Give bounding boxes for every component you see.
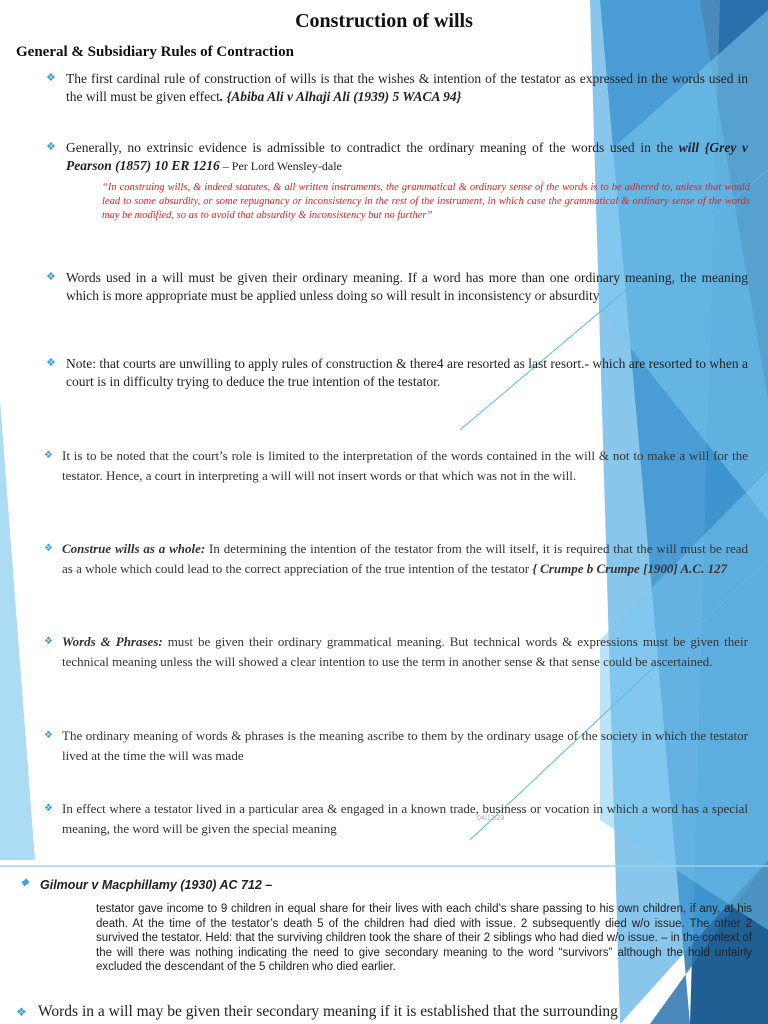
list-item: ❖ The ordinary meaning of words & phrases is the meaning ascribe to them by the ordinary usage of the society in which the testator lived at the time the will was made [44,728,748,763]
page-title: Construction of wills [295,10,473,32]
diamond-bullet-icon: ❖ [44,543,53,554]
diamond-bullet-icon: ❖ [44,730,53,741]
list-item: ❖ Words in a will may be given their secondary meaning if it is established that the surrounding [16,1003,618,1020]
diamond-bullet-icon: ❖ [46,357,56,369]
section-subtitle: General & Subsidiary Rules of Contraction [16,44,294,60]
list-item: ❖ It is to be noted that the court’s role is limited to the interpretation of the words contained in the will & not to make a will for the testator. Hence, a court in interpreting a will will not insert words or that which was not in the will. [44,448,748,483]
list-item: ❖ In effect where a testator lived in a particular area & engaged in a known trade, business or vocation in which a word has a special meaning, the word will be given the special meaning [44,801,748,836]
case-heading: ❖ Gilmour v Macphillamy (1930) AC 712 – [20,878,273,892]
list-item: ❖ Construe wills as a whole: In determining the intention of the testator from the will itself, it is required that the will must be read as a whole which could lead to the correct appreciation of the true intention of the testator { Crumpe b Crumpe [1900] A.C. 127 [44,541,748,576]
diamond-bullet-icon: ❖ [46,141,56,153]
list-item: ❖ Words used in a will must be given their ordinary meaning. If a word has more than one ordinary meaning, the meaning which is more appropriate must be applied unless doing so will result in inconsistency or absurdity [46,270,748,303]
diamond-bullet-icon: ❖ [44,450,53,461]
list-item: ❖ Note: that courts are unwilling to apply rules of construction & there4 are resorted as last resort.- which are resorted to when a court is in difficulty trying to deduce the true intention of the testator. [46,356,748,389]
list-item: ❖ Generally, no extrinsic evidence is admissible to contradict the ordinary meaning of the words used in the will {Grey v Pearson (1857) 10 ER 1216 – Per Lord Wensley-dale [46,140,749,173]
diamond-bullet-icon: ❖ [16,1005,27,1019]
list-item: ❖ The first cardinal rule of construction of wills is that the wishes & intention of the testator as expressed in the words used in the will must be given effect. {Abiba Ali v Alhaji Ali (1939) 5 WACA 94} [46,71,748,104]
diamond-bullet-icon: ❖ [46,72,56,84]
diamond-bullet-icon: ❖ [20,878,29,889]
diamond-bullet-icon: ❖ [46,271,56,283]
date-stamp: 04/12/23 [477,815,505,822]
quotation: “In construing wills, & indeed statutes, & all written instruments, the grammatical & ordinary sense of the words is to be adhered to, unless that would lead to some absurdity, or some repugnancy or inconsistency in the rest of the instrument, in which case the grammatical & ordinary sense of the words may be modified, so as to avoid that absurdity & inconsistency but no further” [102,182,750,221]
case-summary: testator gave income to 9 children in equal share for their lives with each child’s share passing to his own children, if any, at his death. At the time of the testator’s death 5 of the children had died with issue. 2 subsequently died w/o issue. The other 2 survived the testator. Held: that the surviving children took the share of their 2 siblings who had died w/o issue. – in the context of the will there was nothing indicating the need to give secondary meaning to the word “survivors” although the hold unfairly excluded the descendant of the 5 children who died earlier. [96,903,752,973]
list-item: ❖ Words & Phrases: must be given their ordinary grammatical meaning. But technical words & expressions must be given their technical meaning unless the will showed a clear intention to use the term in another sense & that sense could be ascertained. [44,634,748,669]
diamond-bullet-icon: ❖ [44,803,53,814]
diamond-bullet-icon: ❖ [44,636,53,647]
